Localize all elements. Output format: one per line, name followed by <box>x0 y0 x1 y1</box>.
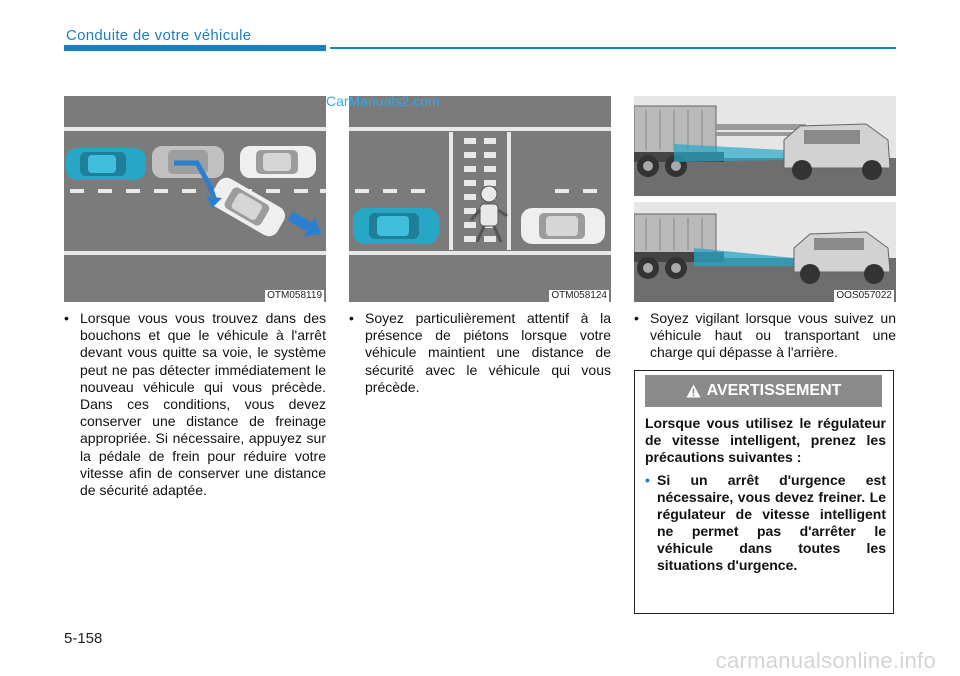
figure-code: OOS057022 <box>836 290 892 301</box>
bullet: • <box>64 310 69 326</box>
figure-tall-vehicle <box>634 96 896 302</box>
figure-code: OTM058124 <box>551 290 607 301</box>
header-rule-thick <box>64 45 326 51</box>
paragraph: Soyez particulièrement attentif à la présence de piétons lorsque votre véhicule maintient une distance de sécurité avec le véhicule qui vous précède. <box>365 310 611 395</box>
figure-pedestrian <box>349 96 611 302</box>
bullet: • <box>349 310 354 326</box>
header-rule-thin <box>330 47 896 49</box>
watermark-top: CarManuals2.com <box>326 93 440 109</box>
figure-code: OTM058119 <box>267 290 322 301</box>
column-3-text <box>634 310 896 362</box>
column-2-text <box>349 310 611 396</box>
paragraph: Lorsque vous vous trouvez dans des bouchons et que le véhicule à l'arrêt devant vous quitte sa voie, le système peut ne pas détecter immédiatement le nouveau véhicule qui vous précède. Dans ces conditions, vous devez conserver une distance de freinage appropriée. Si nécessaire, appuyez sur la pédale de frein pour réduire votre vitesse afin de conserver une distance de sécurité adaptée. <box>80 310 326 499</box>
footer-watermark: carmanualsonline.info <box>715 648 936 673</box>
bullet: • <box>634 310 639 326</box>
lane-change-illustration <box>64 96 326 302</box>
page-number: 5-158 <box>64 630 103 647</box>
warning-body <box>645 415 886 574</box>
bullet: • <box>645 472 650 488</box>
warning-item-text: Si un arrêt d'urgence est nécessaire, vous devez freiner. Le régulateur de vitesse intelligent ne permet pas d'arrêter le véhicule dans toutes les situations d'urgence. <box>657 472 886 573</box>
warning-item <box>645 472 886 574</box>
paragraph: Soyez vigilant lorsque vous suivez un véhicule haut ou transportant une charge qui dépasse à l'arrière. <box>650 310 896 361</box>
pedestrian-illustration <box>349 96 611 302</box>
figure-lane-change <box>64 96 326 302</box>
tall-vehicle-illustration <box>634 96 896 302</box>
warning-title: AVERTISSEMENT <box>706 382 842 399</box>
warning-intro: Lorsque vous utilisez le régulateur de vitesse intelligent, prenez les précautions suivantes : <box>645 415 886 465</box>
section-title: Conduite de votre véhicule <box>66 27 252 44</box>
column-1-text <box>64 310 326 499</box>
warning-box <box>634 370 894 614</box>
warning-triangle-icon <box>686 384 701 398</box>
warning-header <box>645 375 882 407</box>
